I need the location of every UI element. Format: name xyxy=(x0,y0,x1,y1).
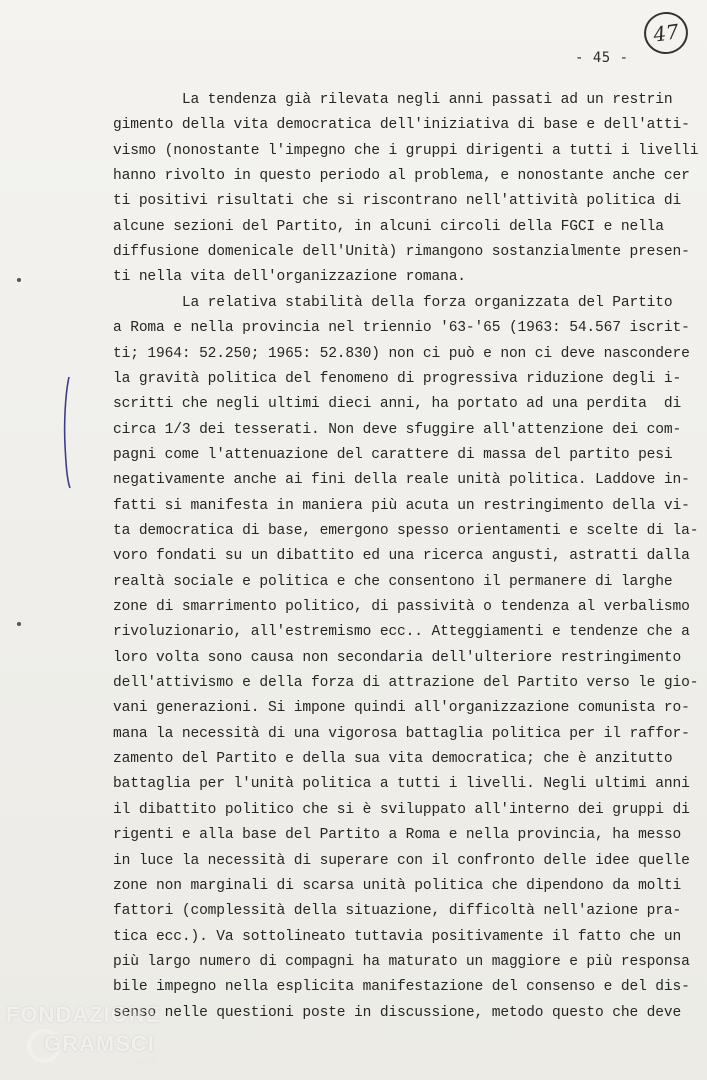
text-line: La tendenza già rilevata negli anni passati ad un restrin xyxy=(113,92,673,108)
watermark-line2: GRAMSCI xyxy=(44,1031,155,1056)
text-line: mana la necessità di una vigorosa battaglia politica per il raffor- xyxy=(113,725,690,742)
text-line: alcune sezioni del Partito, in alcuni circoli della FGCI e nella xyxy=(113,218,664,235)
text-line: vani generazioni. Si impone quindi all'organizzazione comunista ro- xyxy=(113,700,690,717)
text-line: la gravità politica del fenomeno di progressiva riduzione degli i- xyxy=(113,370,682,387)
text-line: voro fondati su un dibattito ed una ricerca angusti, astratti dalla xyxy=(113,548,690,565)
text-line: dell'attivismo e della forza di attrazione del Partito verso le gio- xyxy=(113,675,699,692)
text-line: rivoluzionario, all'estremismo ecc.. Atteggiamenti e tendenze che a xyxy=(113,624,690,641)
archive-number-stamp: 47 xyxy=(641,9,690,57)
text-line: La relativa stabilità della forza organizzata del Partito xyxy=(113,294,673,311)
text-line: zone non marginali di scarsa unità politica che dipendono da molti xyxy=(113,877,682,894)
text-line: bile impegno nella esplicita manifestazione del consenso e del dis- xyxy=(113,979,690,996)
text-line: a Roma e nella provincia nel triennio '63-'65 (1963: 54.567 iscrit- xyxy=(113,320,690,337)
punch-hole-dot xyxy=(17,278,21,282)
text-line: senso nelle questioni poste in discussione, metodo questo che deve xyxy=(113,1004,682,1021)
text-line: più largo numero di compagni ha maturato un maggiore e più responsa xyxy=(113,953,690,970)
watermark-line3: onlus xyxy=(136,1056,158,1066)
text-line: in luce la necessità di superare con il confronto delle idee quelle xyxy=(113,852,690,869)
watermark-line1: FONDAZIONE xyxy=(6,1002,162,1027)
text-line: fatti si manifesta in maniera più acuta un restringimento della vi- xyxy=(113,497,690,514)
text-line: hanno rivolto in questo periodo al problema, e nonostante anche cer xyxy=(113,168,690,185)
text-line: il dibattito politico che si è sviluppato all'interno dei gruppi di xyxy=(113,801,690,818)
text-line: realtà sociale e politica e che consentono il permanere di larghe xyxy=(113,573,673,590)
text-line: pagni come l'attenuazione del carattere di massa del partito pesi xyxy=(113,446,673,463)
text-line: vismo (nonostante l'impegno che i gruppi dirigenti a tutti i livelli xyxy=(113,142,699,159)
punch-hole-dot xyxy=(17,622,21,626)
text-line: rigenti e alla base del Partito a Roma e nella provincia, ha messo xyxy=(113,827,682,844)
margin-bracket-mark xyxy=(62,375,72,490)
text-line: zamento del Partito e della sua vita democratica; che è anzitutto xyxy=(113,751,673,768)
text-line: scritti che negli ultimi dieci anni, ha portato ad una perdita di xyxy=(113,396,682,413)
text-line: ti; 1964: 52.250; 1965: 52.830) non ci può e non ci deve nascondere xyxy=(113,345,690,362)
text-line: gimento della vita democratica dell'iniziativa di base e dell'atti- xyxy=(113,117,690,134)
text-line: circa 1/3 dei tesserati. Non deve sfuggire all'attenzione dei com- xyxy=(113,421,682,438)
text-line: fattori (complessità della situazione, difficoltà nell'azione pra- xyxy=(113,903,682,920)
text-line: battaglia per l'unità politica a tutti i livelli. Negli ultimi anni xyxy=(113,776,690,793)
text-line: negativamente anche ai fini della reale unità politica. Laddove in- xyxy=(113,472,690,489)
text-line: ti nella vita dell'organizzazione romana. xyxy=(113,269,466,286)
page-number: - 45 - xyxy=(575,50,629,66)
text-line: ta democratica di base, emergono spesso orientamenti e scelte di la- xyxy=(113,522,699,539)
text-line: ti positivi risultati che si riscontrano nell'attività politica di xyxy=(113,193,682,210)
text-line: loro volta sono causa non secondaria dell'ulteriore restringimento xyxy=(113,649,682,666)
text-line: tica ecc.). Va sottolineato tuttavia positivamente il fatto che un xyxy=(113,928,682,945)
text-line: zone di smarrimento politico, di passività o tendenza al verbalismo xyxy=(113,599,690,615)
watermark-logo xyxy=(6,1002,206,1077)
text-line: diffusione domenicale dell'Unità) rimangono sostanzialmente presen- xyxy=(113,244,690,261)
